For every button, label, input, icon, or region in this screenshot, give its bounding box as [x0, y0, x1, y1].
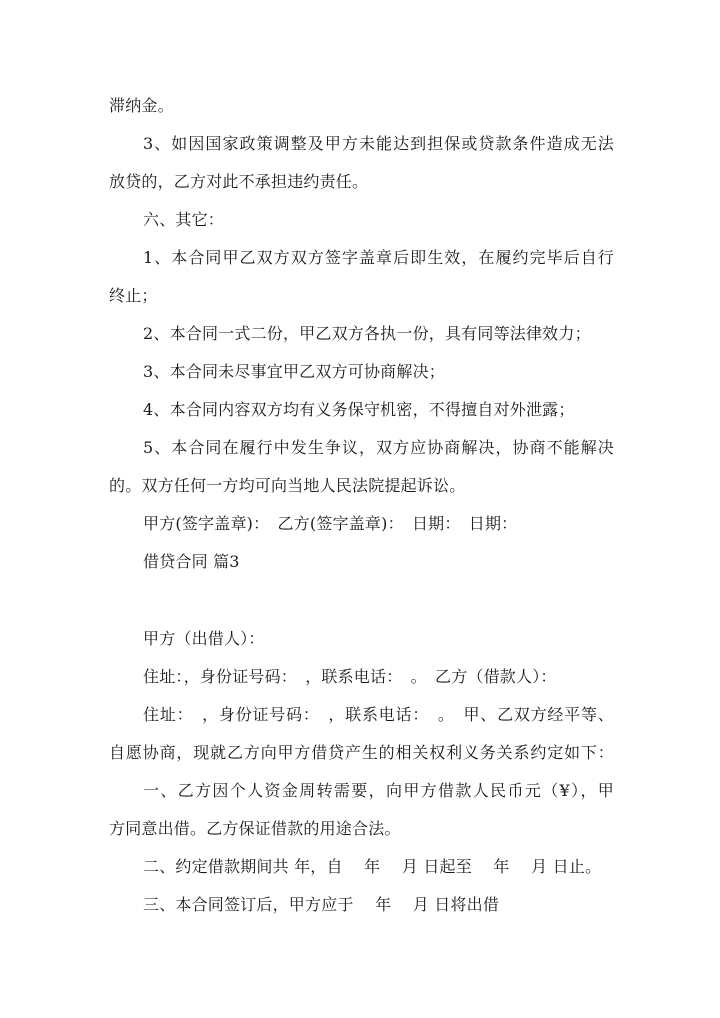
text-line: 方同意出借。乙方保证借款的用途合法。	[109, 819, 401, 838]
text-line: 滞纳金。	[109, 96, 174, 115]
text-line: 5、本合同在履行中发生争议，双方应协商解决，协商不能解决	[143, 438, 614, 457]
text-line: 一、乙方因个人资金周转需要，向甲方借款人民币元（¥），甲	[143, 781, 614, 800]
text-line: 终止；	[109, 286, 158, 305]
text-line: 二、约定借款期间共 年，自 年 月 日起至 年 月 日止。	[143, 857, 602, 876]
text-line: 自愿协商，现就乙方向甲方借贷产生的相关权利义务关系约定如下：	[109, 743, 614, 762]
text-line: 的。双方任何一方均可向当地人民法院提起诉讼。	[109, 476, 466, 495]
text-line: 三、本合同签订后，甲方应于 年 月 日将出借	[143, 895, 500, 914]
section-heading: 六、其它：	[143, 210, 225, 229]
address-line: 住址：，身份证号码： ，联系电话： 。 乙方（借款人）：	[143, 667, 557, 686]
text-line: 1、本合同甲乙双方双方签字盖章后即生效，在履约完毕后自行	[143, 248, 614, 267]
text-line: 4、本合同内容双方均有义务保守机密，不得擅自对外泄露；	[143, 400, 575, 419]
address-line: 住址： ，身份证号码： ，联系电话： 。 甲、乙双方经平等、	[143, 705, 614, 724]
text-line: 3、如因国家政策调整及甲方未能达到担保或贷款条件造成无法	[143, 134, 614, 153]
text-line: 2、本合同一式二份，甲乙双方各执一份，具有同等法律效力；	[143, 324, 591, 343]
contract-title: 借贷合同 篇3	[143, 552, 240, 571]
text-line: 3、本合同未尽事宜甲乙双方可协商解决；	[143, 362, 445, 381]
text-line: 放贷的，乙方对此不承担违约责任。	[109, 172, 369, 191]
signature-line: 甲方(签字盖章)： 乙方(签字盖章)： 日期： 日期：	[143, 514, 518, 533]
party-a-line: 甲方（出借人）：	[143, 629, 265, 648]
